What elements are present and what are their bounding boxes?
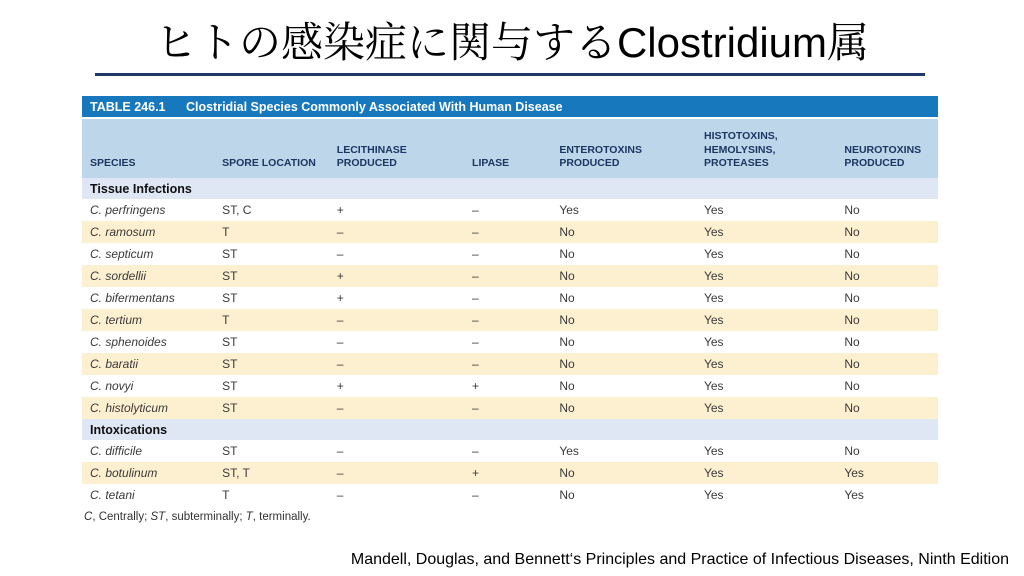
- value-cell: No: [840, 353, 938, 375]
- value-cell: Yes: [844, 488, 864, 502]
- value-cell: No: [844, 247, 860, 261]
- column-header: LECITHINASE PRODUCED: [333, 119, 468, 178]
- table-titlebar: [82, 96, 938, 119]
- table-row: [82, 199, 938, 221]
- value-cell: No: [840, 309, 938, 331]
- page-title: ヒトの感染症に関与するClostridium属: [154, 19, 870, 66]
- species-cell: C. sphenoides: [90, 335, 167, 349]
- table-row: [82, 265, 938, 287]
- value-cell: Yes: [559, 444, 579, 458]
- value-cell: –: [472, 291, 479, 305]
- value-cell: ST, T: [218, 462, 333, 484]
- footnote-segment: , subterminally;: [165, 511, 246, 523]
- value-cell: +: [336, 203, 344, 217]
- footnote-segment: , terminally.: [252, 511, 311, 523]
- value-cell: T: [222, 488, 230, 502]
- value-cell: ST: [218, 265, 333, 287]
- value-cell: No: [559, 379, 575, 393]
- value-cell: Yes: [700, 265, 840, 287]
- table-row: [82, 353, 938, 375]
- species-cell: C. botulinum: [82, 462, 218, 484]
- value-cell: No: [840, 397, 938, 419]
- table-row: [82, 484, 938, 506]
- value-cell: +: [333, 265, 468, 287]
- value-cell: +: [468, 462, 555, 484]
- value-cell: –: [336, 247, 344, 261]
- value-cell: No: [844, 379, 860, 393]
- column-header: ENTEROTOXINS PRODUCED: [555, 119, 700, 178]
- value-cell: –: [336, 335, 344, 349]
- column-header: SPORE LOCATION: [218, 119, 333, 178]
- table-number-label: TABLE 246.1: [90, 100, 166, 114]
- value-cell: –: [333, 309, 468, 331]
- value-cell: –: [333, 397, 468, 419]
- value-cell: –: [336, 444, 344, 458]
- footnote-segment: C: [84, 511, 93, 523]
- value-cell: Yes: [559, 203, 579, 217]
- value-cell: Yes: [703, 203, 724, 217]
- table-footnote: [82, 511, 938, 523]
- column-header-row: [82, 119, 938, 178]
- value-cell: Yes: [703, 379, 724, 393]
- value-cell: Yes: [700, 221, 840, 243]
- value-cell: T: [218, 221, 333, 243]
- value-cell: Yes: [703, 335, 724, 349]
- footnote-segment: T: [245, 511, 253, 523]
- value-cell: ST: [222, 291, 238, 305]
- value-cell: No: [559, 247, 575, 261]
- value-cell: Yes: [703, 291, 724, 305]
- table-row: [82, 287, 938, 309]
- value-cell: ST: [218, 353, 333, 375]
- value-cell: –: [333, 353, 468, 375]
- value-cell: Yes: [703, 247, 724, 261]
- value-cell: –: [472, 488, 479, 502]
- section-label: Tissue Infections: [82, 178, 938, 199]
- value-cell: –: [468, 309, 555, 331]
- value-cell: No: [555, 265, 700, 287]
- section-label: Intoxications: [82, 419, 938, 440]
- value-cell: –: [472, 203, 479, 217]
- value-cell: –: [333, 462, 468, 484]
- species-cell: C. baratii: [82, 353, 218, 375]
- footnote-segment: , Centrally;: [92, 511, 151, 523]
- value-cell: Yes: [700, 462, 840, 484]
- species-cell: C. tertium: [82, 309, 218, 331]
- table-row: [82, 221, 938, 243]
- value-cell: –: [468, 221, 555, 243]
- value-cell: ST: [222, 247, 238, 261]
- species-cell: C. bifermentans: [90, 291, 175, 305]
- value-cell: –: [472, 247, 479, 261]
- value-cell: Yes: [700, 397, 840, 419]
- value-cell: –: [468, 353, 555, 375]
- value-cell: ST: [222, 444, 238, 458]
- species-cell: C. histolyticum: [82, 397, 218, 419]
- value-cell: Yes: [700, 353, 840, 375]
- value-cell: No: [844, 291, 860, 305]
- attribution-text: Mandell, Douglas, and Bennett‘s Principles and Practice of Infectious Diseases, Ninth Edition: [350, 551, 1009, 568]
- value-cell: T: [218, 309, 333, 331]
- species-cell: C. tetani: [90, 488, 135, 502]
- value-cell: No: [555, 221, 700, 243]
- value-cell: No: [844, 444, 860, 458]
- value-cell: +: [336, 291, 344, 305]
- value-cell: +: [472, 379, 480, 393]
- table-row: [82, 397, 938, 419]
- species-cell: C. perfringens: [90, 203, 166, 217]
- value-cell: No: [559, 291, 575, 305]
- section-row: [82, 178, 938, 199]
- column-header: NEUROTOXINS PRODUCED: [840, 119, 938, 178]
- species-table: [82, 119, 938, 506]
- table-row: [82, 309, 938, 331]
- value-cell: No: [840, 221, 938, 243]
- value-cell: No: [559, 335, 575, 349]
- species-cell: C. septicum: [90, 247, 154, 261]
- value-cell: No: [559, 488, 575, 502]
- clostridial-table: [82, 96, 938, 523]
- value-cell: –: [468, 265, 555, 287]
- table-title: Clostridial Species Commonly Associated With Human Disease: [185, 100, 563, 114]
- species-cell: C. sordellii: [82, 265, 218, 287]
- species-cell: C. novyi: [90, 379, 134, 393]
- value-cell: ST: [218, 397, 333, 419]
- value-cell: Yes: [703, 488, 724, 502]
- value-cell: –: [336, 488, 344, 502]
- value-cell: No: [844, 335, 860, 349]
- value-cell: ST: [222, 335, 238, 349]
- value-cell: +: [336, 379, 344, 393]
- section-row: [82, 419, 938, 440]
- value-cell: Yes: [840, 462, 938, 484]
- value-cell: No: [555, 309, 700, 331]
- column-header: LIPASE: [468, 119, 555, 178]
- value-cell: –: [472, 444, 479, 458]
- species-cell: C. difficile: [90, 444, 143, 458]
- table-row: [82, 440, 938, 462]
- table-row: [82, 331, 938, 353]
- value-cell: –: [333, 221, 468, 243]
- value-cell: No: [555, 397, 700, 419]
- value-cell: No: [555, 462, 700, 484]
- table-row: [82, 375, 938, 397]
- value-cell: Yes: [700, 309, 840, 331]
- table-row: [82, 462, 938, 484]
- value-cell: ST, C: [222, 203, 252, 217]
- table-row: [82, 243, 938, 265]
- species-cell: C. ramosum: [82, 221, 218, 243]
- value-cell: No: [840, 265, 938, 287]
- value-cell: –: [468, 397, 555, 419]
- title-underline: [95, 73, 925, 76]
- value-cell: ST: [222, 379, 238, 393]
- value-cell: No: [555, 353, 700, 375]
- column-header: SPECIES: [82, 119, 218, 178]
- value-cell: No: [844, 203, 860, 217]
- column-header: HISTOTOXINS, HEMOLYSINS, PROTEASES: [700, 119, 840, 178]
- value-cell: –: [472, 335, 479, 349]
- value-cell: Yes: [703, 444, 724, 458]
- footnote-segment: ST: [150, 511, 166, 523]
